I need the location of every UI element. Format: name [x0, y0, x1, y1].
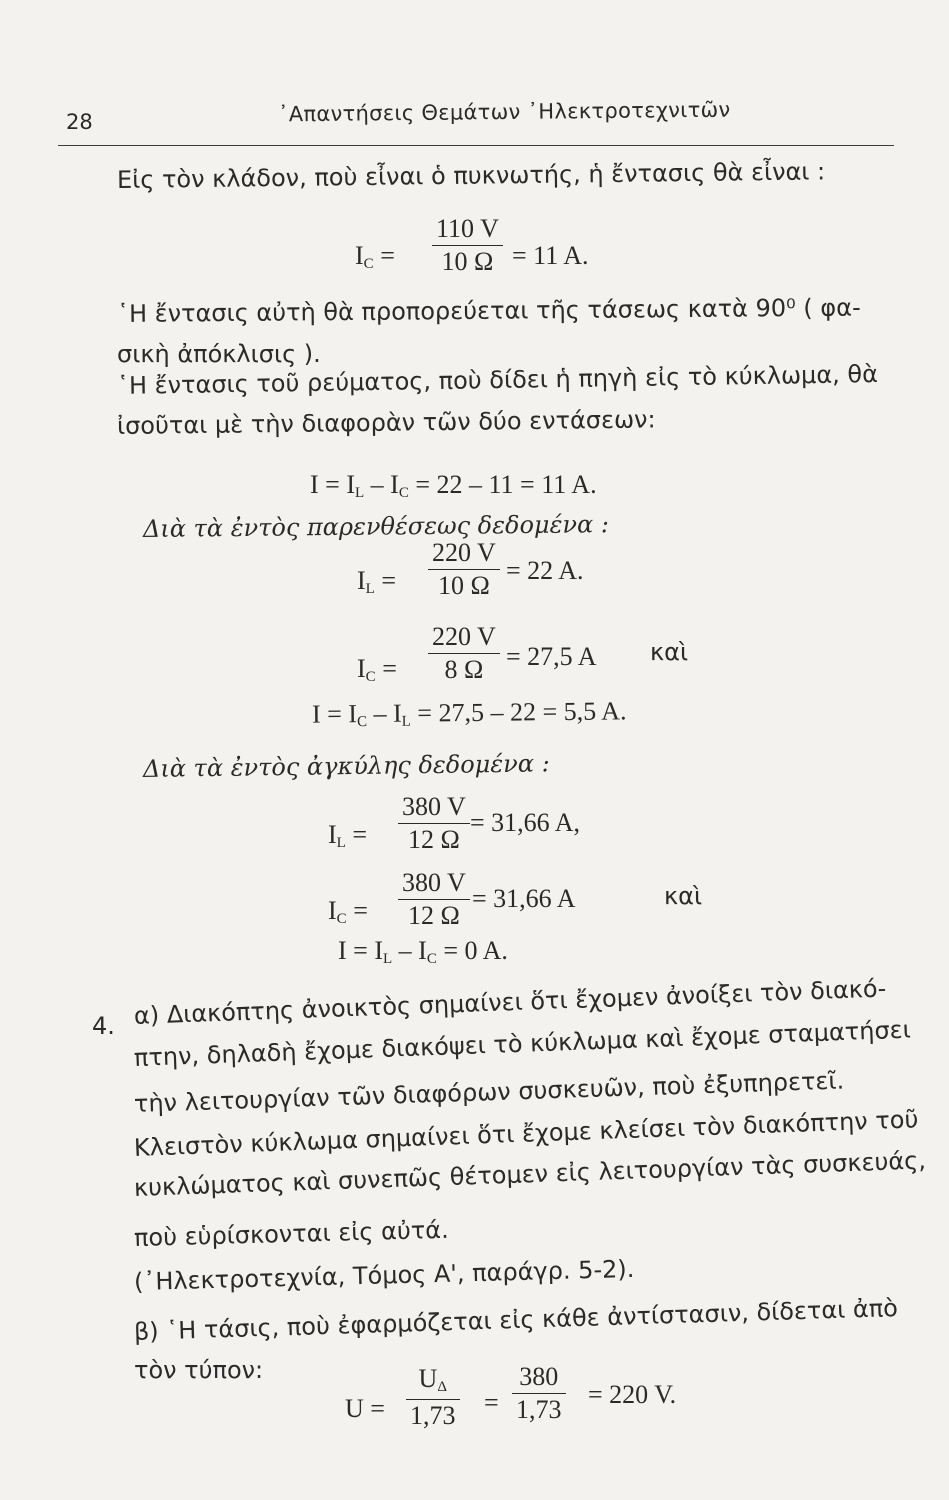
denominator: 12 Ω	[407, 825, 460, 854]
numerator: 380 V	[398, 792, 470, 824]
eq-il-2-lhs: IL =	[357, 566, 397, 597]
page-header	[58, 97, 894, 140]
numerator: 380	[512, 1362, 566, 1394]
eq-voltage-equals: =	[484, 1388, 499, 1417]
heading-bracket-data: Διὰ τὰ ἐντὸς ἀγκύλης δεδομένα :	[142, 749, 550, 783]
para1-line2: σικὴ ἀπόκλισις ).	[117, 340, 321, 368]
q4b-line2: τὸν τύπον:	[134, 1356, 264, 1384]
eq-il-2-result: = 22 A.	[506, 556, 584, 585]
denominator: 1,73	[516, 1395, 562, 1424]
q4a-line1: α) Διακόπτης ἀνοικτὸς σημαίνει ὅτι ἔχομεν ἀνοίξει τὸν διακό-	[133, 974, 887, 1030]
denominator: 10 Ω	[437, 571, 490, 600]
numerator: 380 V	[398, 868, 470, 900]
eq-il-3-lhs: IL =	[328, 820, 368, 851]
numerator: 110 V	[432, 214, 503, 246]
eq-voltage-fraction-1	[406, 1364, 460, 1431]
heading-parenthesis-data: Διὰ τὰ ἐντὸς παρενθέσεως δεδομένα :	[142, 510, 610, 543]
denominator: 12 Ω	[407, 901, 460, 930]
eq-ic-2-fraction	[428, 622, 500, 685]
para1-line1: ῾Η ἔντασις αὐτὴ θὰ προπορεύεται τῆς τάσεως κατὰ 90⁰ ( φα-	[116, 293, 861, 328]
eq-il-3-result: = 31,66 A,	[470, 808, 581, 837]
denominator: 1,73	[410, 1401, 456, 1430]
q4a-reference: (᾿Ηλεκτροτεχνία, Τόμος Α', παράγρ. 5-2).	[133, 1254, 635, 1296]
q4a-line3: τὴν λειτουργίαν τῶν διαφόρων συσκευῶν, ποὺ ἐξυπηρετεῖ.	[133, 1066, 845, 1118]
and-word-1: καὶ	[650, 638, 689, 666]
eq-total-current-1: I = IL – IC = 22 – 11 = 11 A.	[310, 470, 597, 501]
q4a-line4: Κλειστὸν κύκλωμα σημαίνει ὅτι ἔχομε κλείσει τὸν διακόπτην τοῦ	[133, 1105, 919, 1162]
eq-voltage-lhs: U =	[345, 1394, 385, 1423]
eq-ic-1-fraction	[432, 214, 503, 277]
eq-ic-2-lhs: IC =	[357, 654, 397, 685]
eq-ic-3-result: = 31,66 A	[472, 884, 576, 913]
eq-voltage-fraction-2	[512, 1362, 566, 1425]
q4a-line6: ποὺ εὑρίσκονται εἰς αὐτά.	[133, 1215, 450, 1252]
eq-ic-3-fraction	[398, 868, 470, 931]
page-number: 28	[66, 110, 93, 134]
eq-il-2-fraction	[428, 538, 500, 601]
eq-ic-1-result: = 11 A.	[512, 241, 589, 270]
eq-il-3-fraction	[398, 792, 470, 855]
eq-total-current-3: I = IL – IC = 0 A.	[338, 936, 508, 967]
para2-line2: ἰσοῦται μὲ τὴν διαφορὰν τῶν δύο εντάσεων:	[116, 405, 656, 440]
question-number: 4.	[92, 1012, 115, 1040]
q4a-line2: πτην, δηλαδὴ ἔχομε διακόψει τὸ κύκλωμα καὶ ἔχομε σταματήσει	[133, 1015, 912, 1072]
header-rule	[58, 145, 894, 146]
q4b-line1: β) ῾Η τάσις, ποὺ ἐφαρμόζεται εἰς κάθε ἀντίστασιν, δίδεται ἀπὸ	[133, 1294, 899, 1346]
q4a-line5: κυκλώματος καὶ συνεπῶς θέτομεν εἰς λειτουργίαν τὰς συσκευάς,	[133, 1146, 927, 1202]
eq-ic-3-lhs: IC =	[328, 896, 368, 927]
eq-total-current-2: I = IC – IL = 27,5 – 22 = 5,5 A.	[311, 696, 627, 731]
eq-voltage-result: = 220 V.	[588, 1380, 677, 1409]
and-word-2: καὶ	[664, 882, 703, 910]
eq-ic-2-result: = 27,5 A	[506, 642, 597, 671]
numerator: UΔ	[406, 1364, 460, 1400]
numerator: 220 V	[428, 622, 500, 654]
numerator: 220 V	[428, 538, 500, 570]
denominator: 8 Ω	[444, 655, 484, 684]
intro-line: Εἰς τὸν κλάδον, ποὺ εἶναι ὁ πυκνωτής, ἡ ἔντασις θὰ εἶναι :	[116, 157, 826, 194]
eq-ic-1-lhs: IC =	[355, 241, 395, 272]
para2-line1: ῾Η ἔντασις τοῦ ρεύματος, ποὺ δίδει ἡ πηγὴ εἰς τὸ κύκλωμα, θὰ	[116, 360, 879, 400]
running-title: ᾿Απαντήσεις Θεμάτων ᾿Ηλεκτροτεχνιτῶν	[277, 97, 731, 127]
denominator: 10 Ω	[441, 247, 494, 276]
